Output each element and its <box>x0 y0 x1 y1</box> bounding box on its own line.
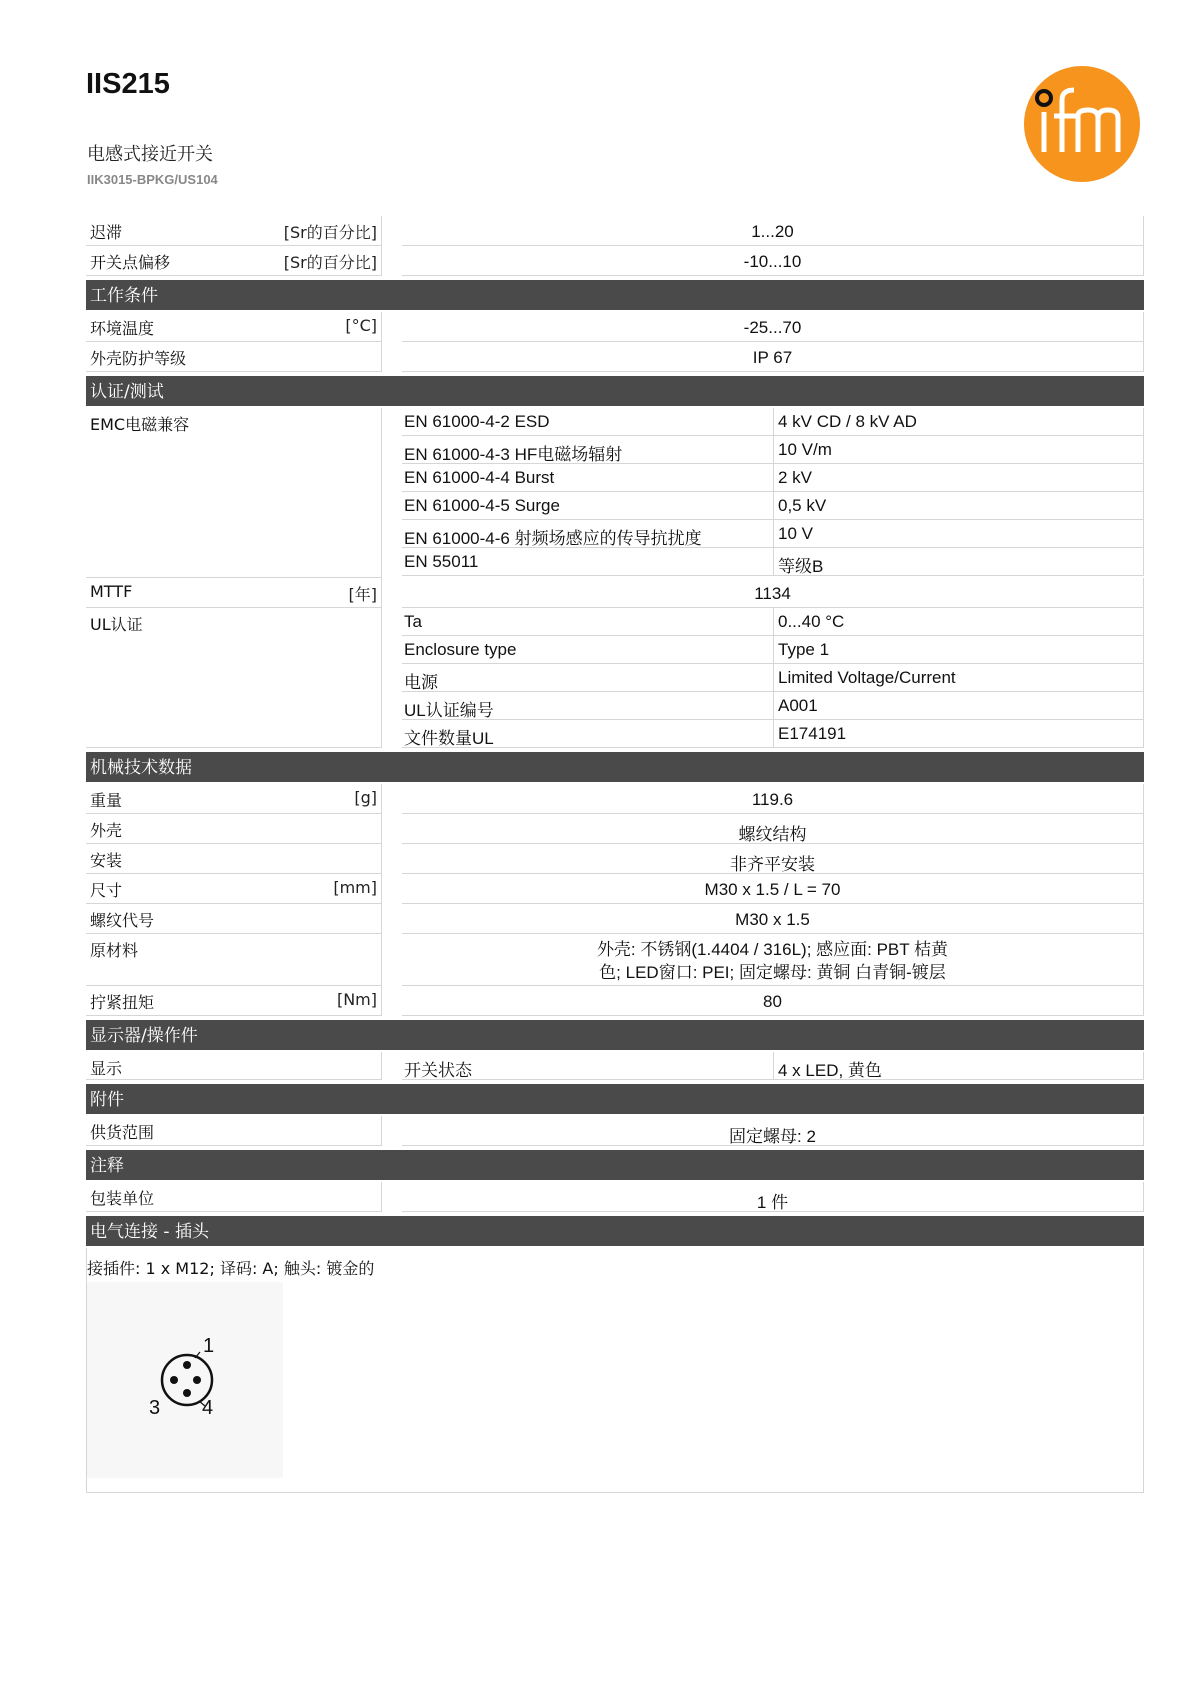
product-subtitle: 电感式接近开关 <box>87 144 213 165</box>
row-label <box>86 904 382 934</box>
spec-row-mttf <box>86 578 1144 608</box>
section-display: 显示器/操作件 <box>86 1020 1144 1050</box>
emc-value: 2 kV <box>774 464 1144 492</box>
label-text: 原材料 <box>90 941 139 960</box>
row-label <box>86 1116 382 1146</box>
row-label <box>86 578 382 608</box>
ul-value: E174191 <box>774 720 1144 748</box>
spec-row-weight <box>86 784 1144 814</box>
spec-row-switch-offset <box>86 246 1144 276</box>
label-text: 显示 <box>90 1059 123 1078</box>
emc-item <box>402 408 1144 436</box>
ul-value: Type 1 <box>774 636 1144 664</box>
spec-row-housing <box>86 814 1144 844</box>
row-value: M30 x 1.5 <box>402 904 1144 934</box>
row-value: 非齐平安装 <box>402 844 1144 874</box>
unit-text: [年] <box>348 585 377 604</box>
section-electrical: 电气连接 - 插头 <box>86 1216 1144 1246</box>
label-text: 供货范围 <box>90 1123 155 1142</box>
spec-row-dimensions <box>86 874 1144 904</box>
row-label <box>86 1052 382 1080</box>
article-number: IIK3015-BPKG/US104 <box>87 172 218 187</box>
emc-value: 4 kV CD / 8 kV AD <box>774 408 1144 436</box>
ul-key: Enclosure type <box>402 636 774 664</box>
emc-item <box>402 520 1144 548</box>
spec-row-ip <box>86 342 1144 372</box>
emc-key: EN 61000-4-5 Surge <box>402 492 774 520</box>
unit-text: [mm] <box>333 878 377 897</box>
label-text: EMC电磁兼容 <box>90 415 190 434</box>
row-label <box>86 1182 382 1212</box>
row-label <box>86 874 382 904</box>
emc-key: EN 61000-4-2 ESD <box>402 408 774 436</box>
row-value: 1...20 <box>402 216 1144 246</box>
emc-item <box>402 548 1144 576</box>
emc-list <box>402 408 1144 578</box>
row-label <box>86 216 382 246</box>
label-text: 包装单位 <box>90 1189 155 1208</box>
emc-value: 10 V <box>774 520 1144 548</box>
unit-text: [Nm] <box>336 990 377 1009</box>
label-text: 拧紧扭矩 <box>90 993 155 1012</box>
row-label <box>86 608 382 748</box>
spec-row-temp <box>86 312 1144 342</box>
row-label <box>86 246 382 276</box>
unit-text: [°C] <box>345 316 377 335</box>
row-label <box>86 312 382 342</box>
electrical-box <box>86 1248 1144 1493</box>
emc-value: 0,5 kV <box>774 492 1144 520</box>
spec-row-emc <box>86 408 1144 578</box>
pin-label: 3 <box>149 1397 161 1419</box>
material-line-2: 色; LED窗口: PEI; 固定螺母: 黄铜 白青铜-镀层 <box>599 963 946 982</box>
connector-text: 接插件: 1 x M12; 译码: A; 触头: 镀金的 <box>87 1259 375 1278</box>
row-value: 螺纹结构 <box>402 814 1144 844</box>
row-label <box>86 784 382 814</box>
row-label <box>86 814 382 844</box>
row-value: 固定螺母: 2 <box>402 1116 1144 1146</box>
ul-item <box>402 692 1144 720</box>
pin-label: 4 <box>202 1397 214 1419</box>
unit-text: [g] <box>354 788 377 807</box>
row-value <box>402 934 1144 986</box>
spec-sheet <box>86 216 1144 1493</box>
section-accessories: 附件 <box>86 1084 1144 1114</box>
ul-value: 0...40 °C <box>774 608 1144 636</box>
emc-key: EN 55011 <box>402 548 774 576</box>
section-operating: 工作条件 <box>86 280 1144 310</box>
label-text: 迟滞 <box>90 223 123 242</box>
ul-key: 文件数量UL <box>402 720 774 748</box>
row-label <box>86 342 382 372</box>
ul-key: UL认证编号 <box>402 692 774 720</box>
row-label <box>86 934 382 986</box>
spec-row-hysteresis <box>86 216 1144 246</box>
ul-value: A001 <box>774 692 1144 720</box>
row-value: IP 67 <box>402 342 1144 372</box>
emc-value: 等级B <box>774 548 1144 576</box>
display-key: 开关状态 <box>402 1052 774 1080</box>
row-value: 1134 <box>402 578 1144 608</box>
row-label <box>86 986 382 1016</box>
label-text: 重量 <box>90 791 123 810</box>
row-value: M30 x 1.5 / L = 70 <box>402 874 1144 904</box>
label-text: UL认证 <box>90 615 143 634</box>
label-text: 螺纹代号 <box>90 911 155 930</box>
pin-label: 1 <box>203 1335 215 1357</box>
ul-item <box>402 636 1144 664</box>
ifm-logo <box>1022 64 1142 184</box>
spec-row-ul <box>86 608 1144 748</box>
connector-pin-icon <box>87 1282 283 1478</box>
spec-row-packaging <box>86 1182 1144 1212</box>
ul-item <box>402 664 1144 692</box>
label-text: 安装 <box>90 851 123 870</box>
ul-value: Limited Voltage/Current <box>774 664 1144 692</box>
emc-key: EN 61000-4-4 Burst <box>402 464 774 492</box>
product-title: IIS215 <box>86 68 170 100</box>
row-value: 80 <box>402 986 1144 1016</box>
emc-item <box>402 436 1144 464</box>
label-text: 环境温度 <box>90 319 155 338</box>
section-approvals: 认证/测试 <box>86 376 1144 406</box>
ul-item <box>402 720 1144 748</box>
row-value: -10...10 <box>402 246 1144 276</box>
row-label <box>86 408 382 578</box>
label-text: 开关点偏移 <box>90 253 171 272</box>
ul-key: Ta <box>402 608 774 636</box>
unit-text: [Sr的百分比] <box>283 253 377 272</box>
spec-row-display <box>86 1052 1144 1080</box>
row-value: -25...70 <box>402 312 1144 342</box>
label-text: 尺寸 <box>90 881 123 900</box>
unit-text: [Sr的百分比] <box>283 223 377 242</box>
emc-key: EN 61000-4-3 HF电磁场辐射 <box>402 436 774 464</box>
spec-row-scope <box>86 1116 1144 1146</box>
row-label <box>86 844 382 874</box>
spec-row-torque <box>86 986 1144 1016</box>
label-text: MTTF <box>90 582 133 601</box>
display-value: 4 x LED, 黄色 <box>774 1052 1144 1080</box>
spec-row-mounting <box>86 844 1144 874</box>
label-text: 外壳防护等级 <box>90 349 187 368</box>
material-line-1: 外壳: 不锈钢(1.4404 / 316L); 感应面: PBT 桔黄 <box>596 940 949 959</box>
ul-key: 电源 <box>402 664 774 692</box>
ul-list <box>402 608 1144 748</box>
section-notes: 注释 <box>86 1150 1144 1180</box>
pin-diagram <box>87 1282 283 1478</box>
row-value: 1 件 <box>402 1182 1144 1212</box>
emc-value: 10 V/m <box>774 436 1144 464</box>
label-text: 外壳 <box>90 821 123 840</box>
section-mechanical: 机械技术数据 <box>86 752 1144 782</box>
row-value: 119.6 <box>402 784 1144 814</box>
emc-key: EN 61000-4-6 射频场感应的传导抗扰度 <box>402 520 774 548</box>
spec-row-thread <box>86 904 1144 934</box>
ul-item <box>402 608 1144 636</box>
emc-item <box>402 492 1144 520</box>
emc-item <box>402 464 1144 492</box>
spec-row-material <box>86 934 1144 986</box>
